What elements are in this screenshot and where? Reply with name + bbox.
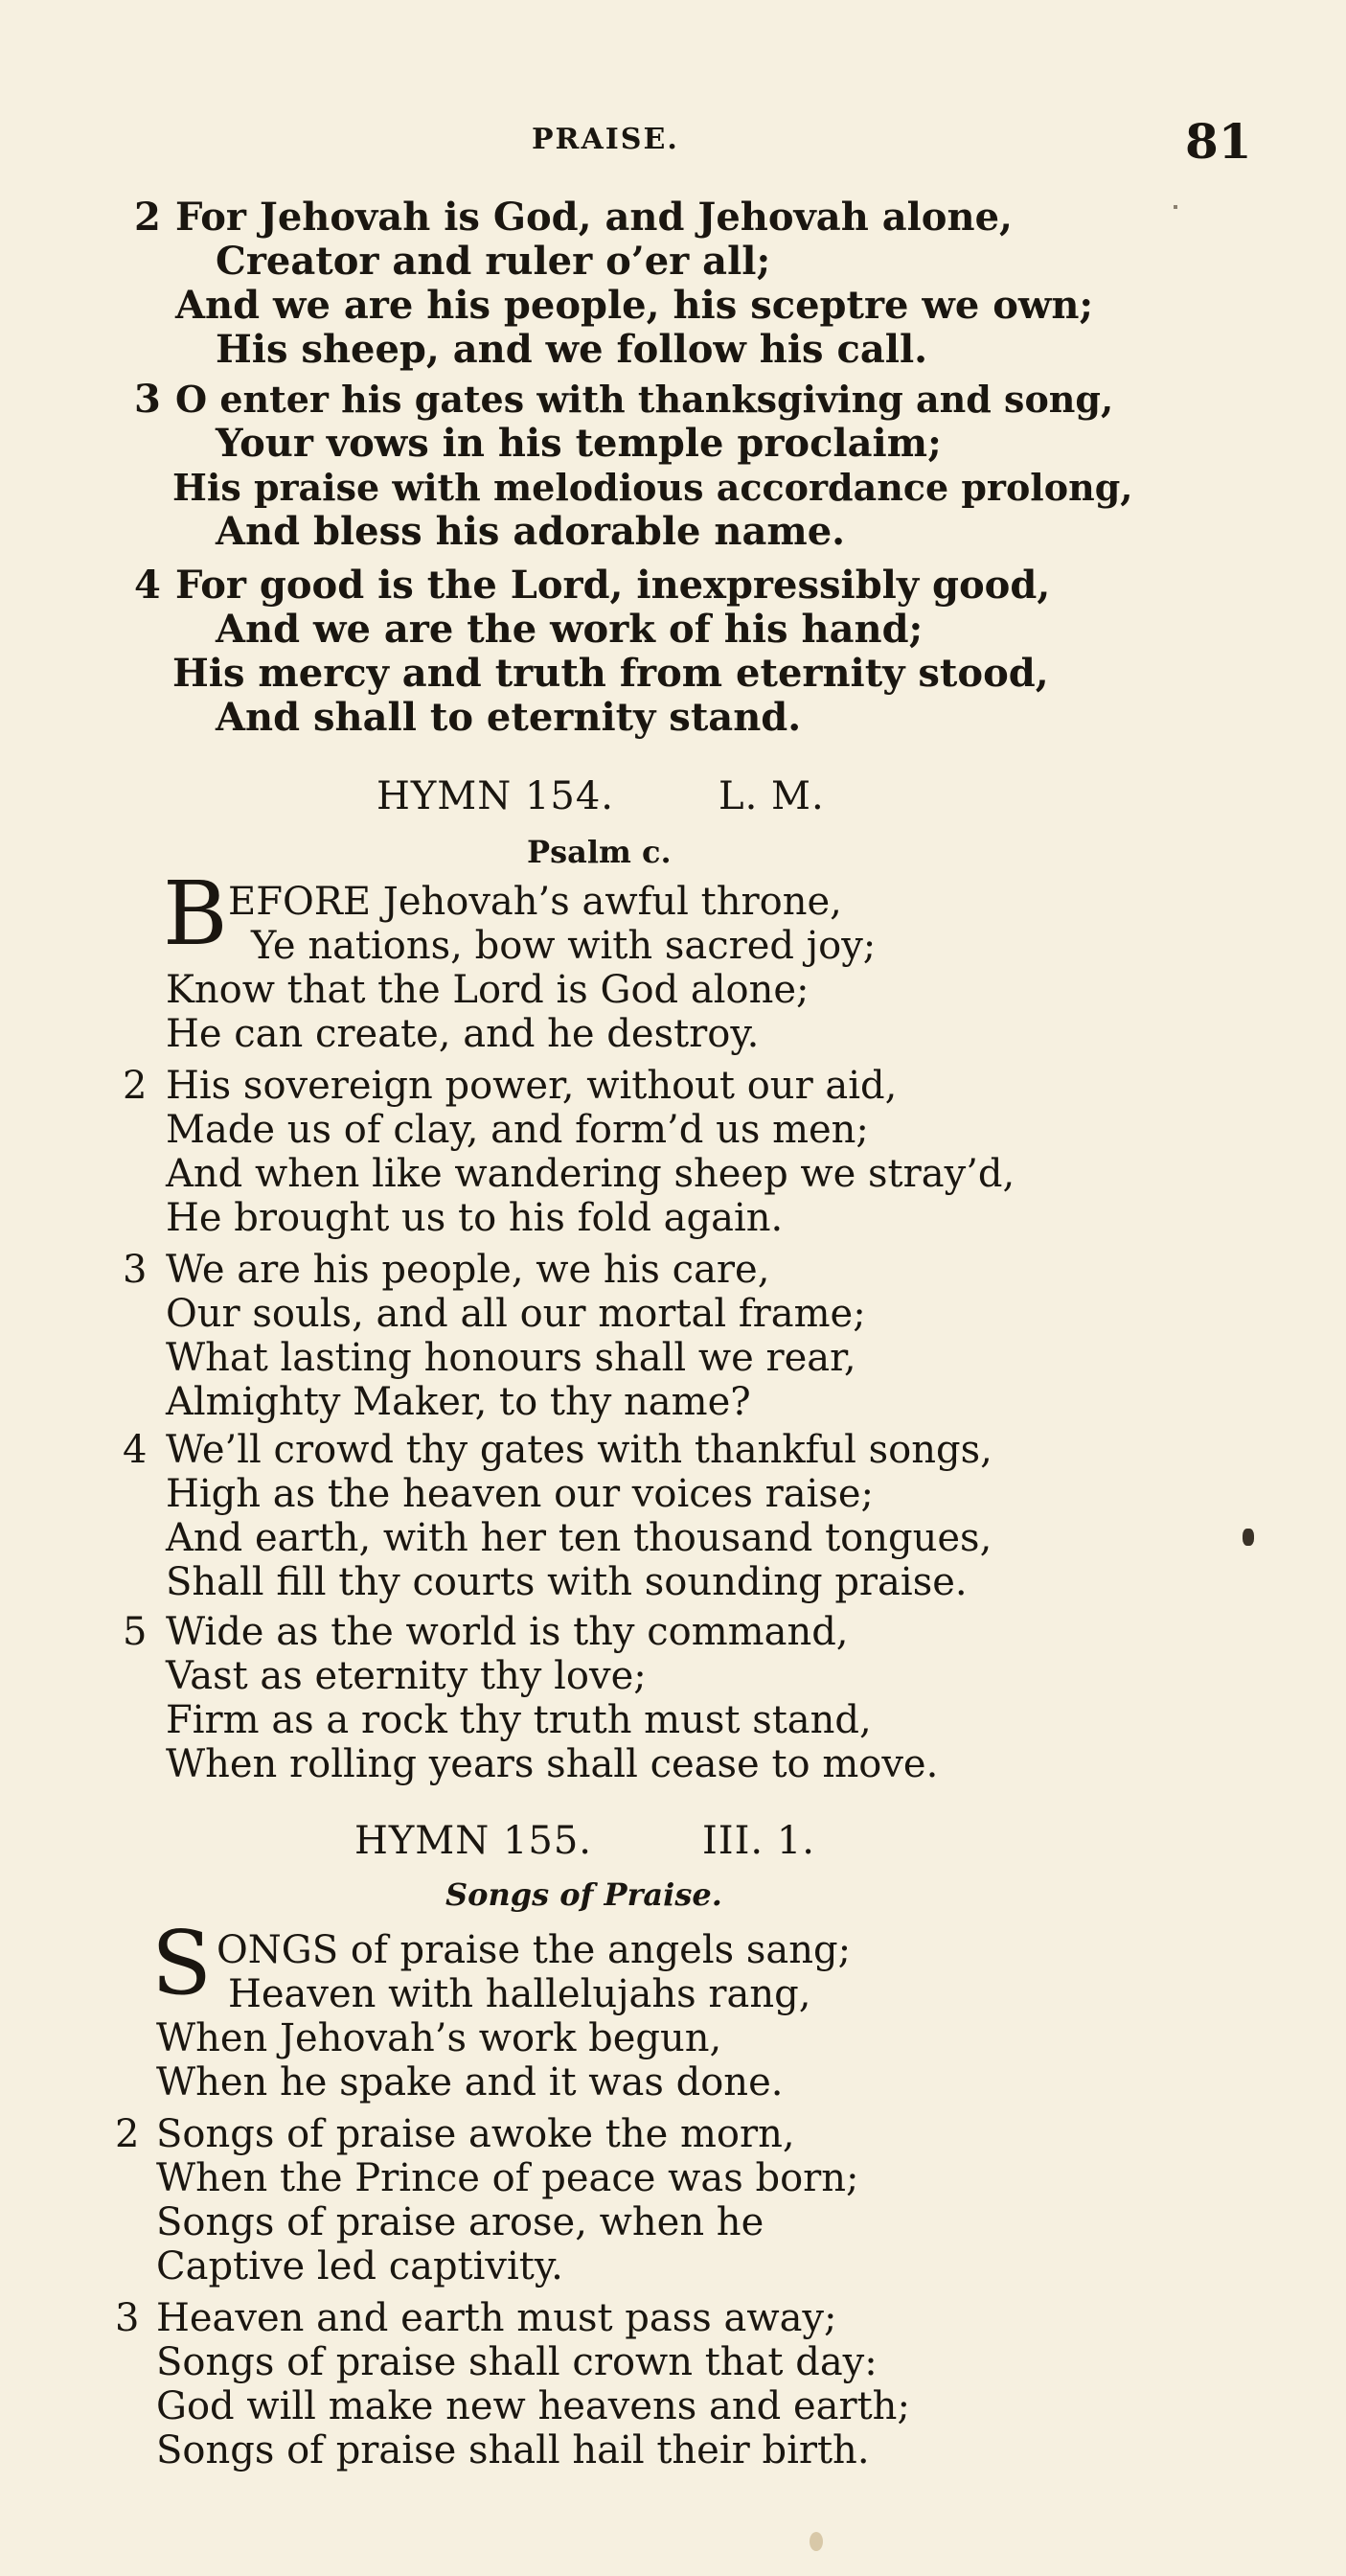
hymn-155-subtitle: Songs of Praise. <box>445 1876 722 1913</box>
verse-line: Heaven with hallelujahs rang, <box>228 1972 811 2016</box>
verse-line: Wide as the world is thy command, <box>166 1610 849 1654</box>
hymn-154-meter: L. M. <box>719 774 825 818</box>
verse-line: Heaven and earth must pass away; <box>156 2296 837 2340</box>
hymn-155-meter: III. 1. <box>702 1819 815 1863</box>
verse-line: He brought us to his fold again. <box>166 1196 784 1240</box>
hymn-154-title: HYMN 154. <box>376 774 615 818</box>
verse-number: 2 <box>115 2112 140 2156</box>
verse-line: Vast as eternity thy love; <box>166 1654 647 1698</box>
verse-line: His mercy and truth from eternity stood, <box>172 651 1049 696</box>
verse-line: His sheep, and we follow his call. <box>216 327 928 372</box>
verse-line: Firm as a rock thy truth must stand, <box>166 1698 872 1742</box>
verse-line: Songs of praise awoke the morn, <box>156 2112 795 2156</box>
hymn-155-title: HYMN 155. <box>354 1819 593 1863</box>
verse-line: God will make new heavens and earth; <box>156 2384 910 2428</box>
verse-line: High as the heaven our voices raise; <box>166 1472 875 1516</box>
verse-line: His praise with melodious accordance prolong, <box>172 466 1133 509</box>
verse-number: 4 <box>134 563 161 608</box>
verse-line: When Jehovah’s work begun, <box>156 2016 722 2060</box>
print-speck <box>1174 205 1177 209</box>
drop-cap: S <box>151 1912 213 2014</box>
verse-line: When rolling years shall cease to move. <box>166 1742 939 1786</box>
verse-line: Your vows in his temple proclaim; <box>216 421 942 466</box>
verse-line: What lasting honours shall we rear, <box>166 1336 856 1380</box>
verse-line: And bless his adorable name. <box>216 509 846 554</box>
verse-number: 3 <box>115 2296 140 2340</box>
ink-blot <box>1243 1529 1254 1546</box>
verse-line: Know that the Lord is God alone; <box>166 968 810 1012</box>
verse-line: O enter his gates with thanksgiving and song, <box>175 378 1114 421</box>
verse-line: And we are his people, his sceptre we own; <box>175 283 1094 328</box>
verse-line: ONGS of praise the angels sang; <box>217 1928 852 1972</box>
verse-line: And earth, with her ten thousand tongues, <box>166 1516 992 1560</box>
verse-line: Made us of clay, and form’d us men; <box>166 1108 869 1152</box>
verse-line: Almighty Maker, to thy name? <box>166 1380 751 1424</box>
page-stain <box>810 2532 823 2551</box>
running-header-title: PRAISE. <box>532 123 679 156</box>
verse-line: We’ll crowd thy gates with thankful songs, <box>166 1428 992 1472</box>
verse-number: 3 <box>134 377 161 422</box>
verse-line: For good is the Lord, inexpressibly good, <box>175 563 1051 608</box>
verse-line: Ye nations, bow with sacred joy; <box>251 924 877 968</box>
verse-line: His sovereign power, without our aid, <box>166 1064 898 1108</box>
verse-line: EFORE Jehovah’s awful throne, <box>228 880 842 924</box>
verse-line: When he spake and it was done. <box>156 2060 784 2104</box>
page-number: 81 <box>1185 113 1252 170</box>
verse-line: Captive led captivity. <box>156 2244 563 2288</box>
verse-line: Shall fill thy courts with sounding praise. <box>166 1560 968 1604</box>
verse-line: Songs of praise arose, when he <box>156 2200 764 2244</box>
verse-line: And shall to eternity stand. <box>216 695 802 740</box>
verse-line: For Jehovah is God, and Jehovah alone, <box>175 195 1013 240</box>
verse-line: And when like wandering sheep we stray’d, <box>166 1152 1015 1196</box>
verse-line: He can create, and he destroy. <box>166 1012 760 1056</box>
verse-number: 5 <box>123 1610 148 1654</box>
verse-number: 3 <box>123 1248 148 1292</box>
verse-line: Songs of praise shall hail their birth. <box>156 2428 870 2472</box>
verse-number: 2 <box>134 195 161 240</box>
verse-line: And we are the work of his hand; <box>216 607 924 652</box>
verse-line: Songs of praise shall crown that day: <box>156 2340 878 2384</box>
verse-line: Creator and ruler o’er all; <box>216 239 771 284</box>
verse-number: 4 <box>123 1428 148 1472</box>
drop-cap: B <box>163 862 228 965</box>
verse-line: When the Prince of peace was born; <box>156 2156 859 2200</box>
verse-line: We are his people, we his care, <box>166 1248 770 1292</box>
hymn-154-subtitle: Psalm c. <box>527 834 672 870</box>
verse-number: 2 <box>123 1064 148 1108</box>
verse-line: Our souls, and all our mortal frame; <box>166 1292 866 1336</box>
